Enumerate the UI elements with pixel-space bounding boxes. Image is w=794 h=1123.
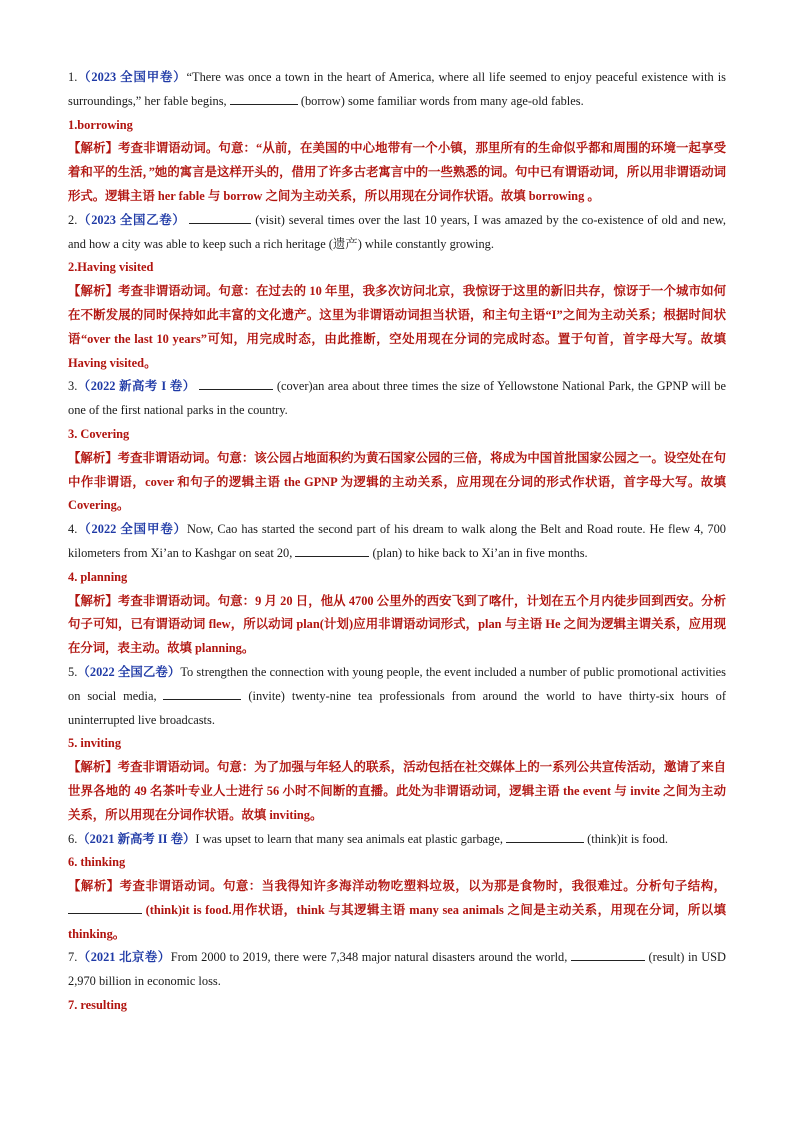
question-text-before: Now, Cao has started the second part of his dream to walk along the Belt and Road route. He flew 4, 700 kilometers from Xi’an to Kashgar on seat 20, bbox=[68, 522, 726, 560]
answer-3: 3. Covering bbox=[68, 426, 130, 441]
explanation-4: 【解析】考查非谓语动词。句意：9 月 20 日，他从 4700 公里外的西安飞到了喀什，计划在五个月内徒步回到西安。分析句子可知，已有谓语动词 flew，所以动词 plan(计划)应用非谓语动词形式，plan 与主语 He 之间为逻辑主谓关系，应用现在分词，表主动。故填 planning。 bbox=[68, 593, 726, 656]
question-number: 1. bbox=[68, 70, 78, 84]
question-text-after: (borrow) some familiar words from many age-old fables. bbox=[297, 93, 584, 108]
question-source: （2022 新高考 I 卷） bbox=[77, 379, 196, 394]
question-source: （2021 新高考 II 卷） bbox=[77, 831, 196, 846]
answer-blank bbox=[189, 210, 251, 223]
explanation-3: 【解析】考查非谓语动词。句意：该公园占地面积约为黄石国家公园的三倍，将成为中国首批国家公园之一。设空处在句中作非谓语，cover 和句子的逻辑主语 the GPNP 为逻辑的主动关系，应用现在分词的形式作状语，首字母大写。故填 Covering。 bbox=[68, 450, 726, 513]
question-text-before: To strengthen the connection with young people, the event included a number of public promotional activities on social media, bbox=[68, 664, 726, 703]
question-7 bbox=[68, 946, 726, 994]
explanation-blank bbox=[68, 901, 142, 914]
answer-blank bbox=[230, 91, 298, 104]
question-3 bbox=[68, 375, 726, 423]
question-1 bbox=[68, 66, 726, 114]
explanation-text-before: 【解析】考查非谓语动词。句意：当我得知许多海洋动物吃塑料垃圾，以为那是食物时，我很难过。分析句子结构， bbox=[68, 879, 726, 894]
explanation-text-after: (think)it is food.用作状语，think 与其逻辑主语 many sea animals 之间是主动关系，用现在分词，所以填 thinking。 bbox=[68, 902, 726, 941]
question-text-after: (result) in USD 2,970 billion in economic loss. bbox=[68, 950, 726, 989]
question-number: 7. bbox=[68, 950, 78, 965]
question-number: 2. bbox=[68, 212, 78, 227]
question-6 bbox=[68, 828, 726, 852]
explanation-2: 【解析】考查非谓语动词。句意：在过去的 10 年里，我多次访问北京，我惊讶于这里的新旧共存，惊讶于一个城市如何在不断发展的同时保持如此丰富的文化遗产。这里为非谓语动词担当状语，和主句主语“I”之间为主动关系；根据时间状语“over the last 10 years”可知，用完成时态，由此推断，空处用现在分词的完成时态。置于句首，首字母大写。故填 Having visited。 bbox=[68, 284, 726, 370]
question-source: （2022 全国甲卷） bbox=[77, 522, 187, 537]
question-text-after: (invite) twenty-nine tea professionals from around the world to have thirty-six hours of uninterrupted live broadcasts. bbox=[68, 688, 726, 727]
question-number: 6. bbox=[68, 831, 78, 846]
question-2 bbox=[68, 209, 726, 257]
question-number: 4. bbox=[68, 522, 78, 537]
question-text-before: From 2000 to 2019, there were 7,348 major natural disasters around the world, bbox=[170, 950, 571, 965]
answer-7: 7. resulting bbox=[68, 998, 127, 1013]
question-source: （2023 全国乙卷） bbox=[77, 212, 186, 227]
document-page bbox=[68, 66, 726, 1018]
answer-1: 1.borrowing bbox=[68, 117, 133, 132]
question-text-after: (think)it is food. bbox=[584, 831, 669, 846]
question-source: （2022 全国乙卷） bbox=[77, 664, 181, 679]
question-4 bbox=[68, 518, 726, 566]
answer-blank bbox=[199, 377, 273, 390]
answer-blank bbox=[571, 948, 645, 961]
explanation-6 bbox=[68, 875, 726, 946]
question-text-before: “There was once a town in the heart of America, where all life seemed to enjoy peaceful existence with is surroundings,” her fable begins, bbox=[68, 70, 726, 108]
question-text-after: (cover)an area about three times the size of Yellowstone National Park, the GPNP will be one of the first national parks in the country. bbox=[68, 379, 726, 418]
answer-blank bbox=[295, 544, 369, 557]
explanation-5: 【解析】考查非谓语动词。句意：为了加强与年轻人的联系，活动包括在社交媒体上的一系列公共宣传活动，邀请了来自世界各地的 49 名茶叶专业人士进行 56 小时不间断的直播。此处为非谓语动词，逻辑主语 the event 与 invite 之间为主动关系，所以用现在分词作状语。故填 inviting。 bbox=[68, 760, 726, 822]
question-text-before: I was upset to learn that many sea animals eat plastic garbage, bbox=[195, 831, 507, 846]
answer-2: 2.Having visited bbox=[68, 260, 154, 275]
question-5 bbox=[68, 661, 726, 732]
answer-blank bbox=[163, 686, 241, 699]
question-text-after: (plan) to hike back to Xi’an in five months. bbox=[369, 545, 588, 560]
answer-6: 6. thinking bbox=[68, 855, 126, 870]
question-text-after: (visit) several times over the last 10 years, I was amazed by the co-existence of old and new, and how a city was able to keep such a rich heritage (遗产) while constantly growing. bbox=[68, 212, 726, 251]
question-source: （2021 北京卷） bbox=[77, 950, 171, 965]
answer-4: 4. planning bbox=[68, 569, 128, 584]
question-source: （2023 全国甲卷） bbox=[77, 70, 187, 84]
explanation-1: 【解析】考查非谓语动词。句意：“从前，在美国的中心地带有一个小镇，那里所有的生命似乎都和周围的环境一起享受着和平的生活，”她的寓言是这样开头的，借用了许多古老寓言中的一些熟悉的词。句中已有谓语动词，所以用非谓语动词形式。逻辑主语 her fable 与 borrow 之间为主动关系，所以用现在分词作状语。故填 borrowing 。 bbox=[68, 141, 726, 203]
answer-blank bbox=[506, 829, 584, 842]
question-number: 5. bbox=[68, 664, 78, 679]
answer-5: 5. inviting bbox=[68, 736, 122, 751]
question-number: 3. bbox=[68, 379, 78, 394]
